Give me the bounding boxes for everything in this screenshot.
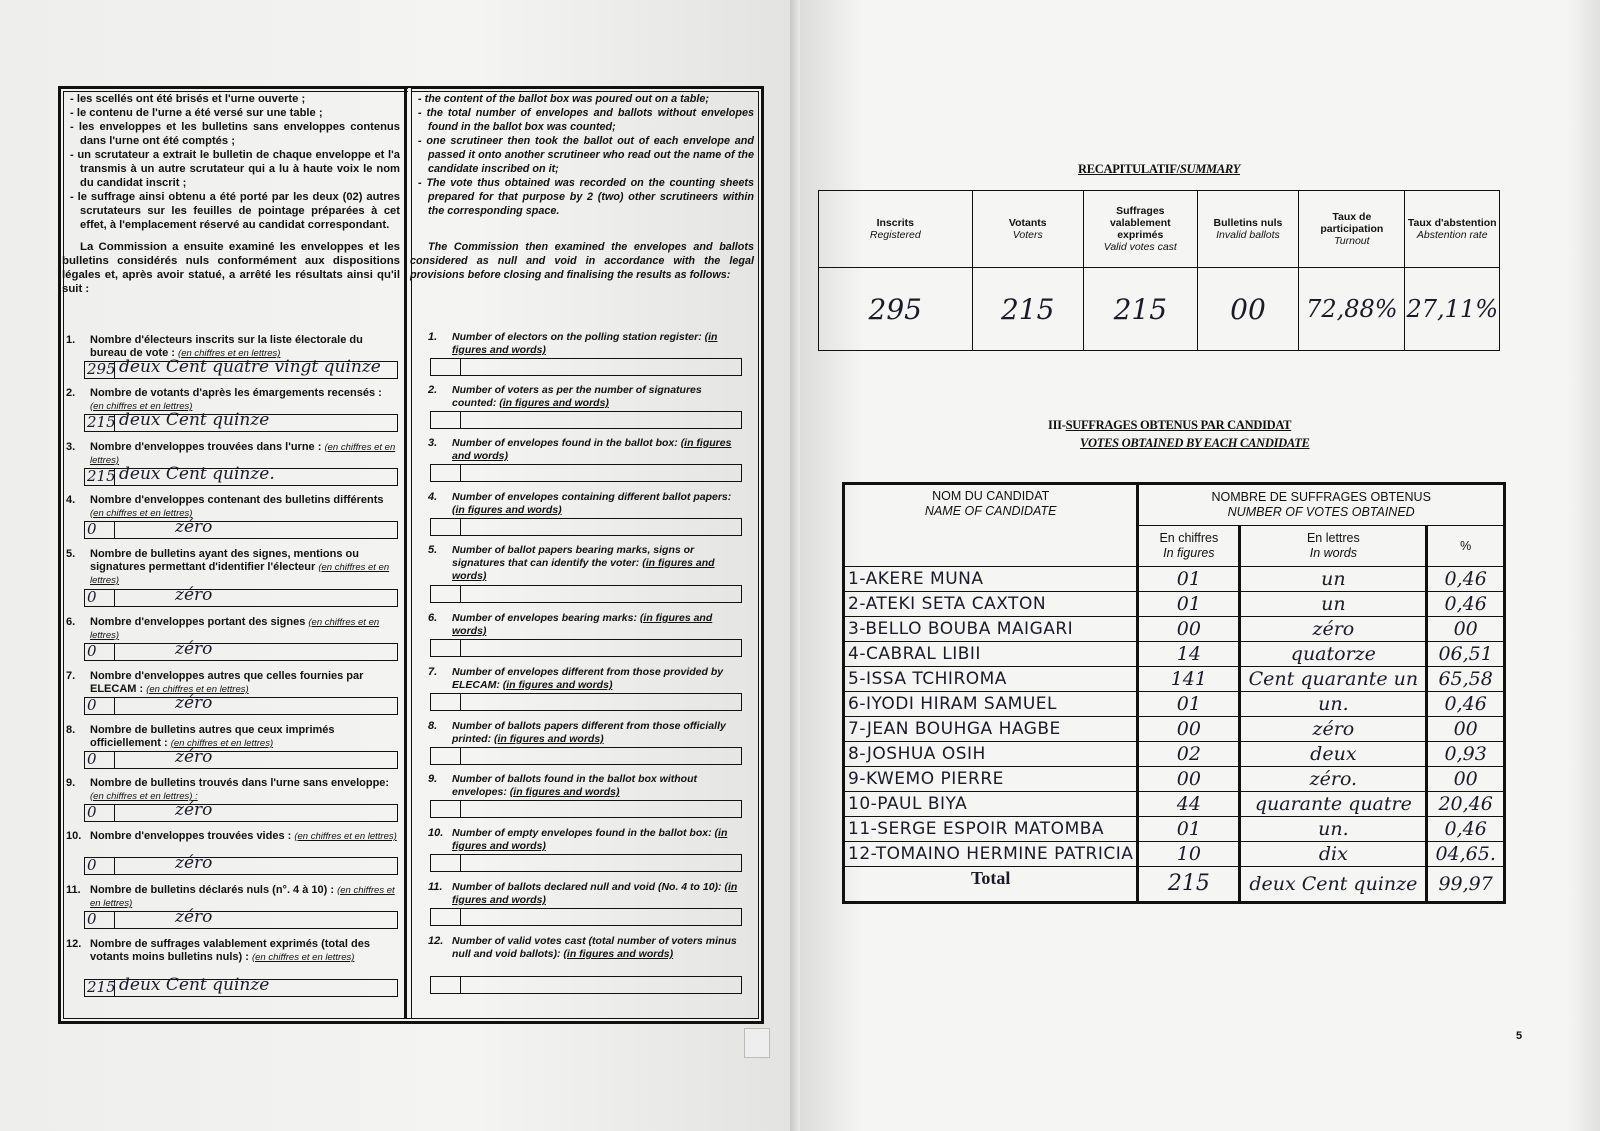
candidate-name: 3-BELLO BOUBA MAIGARI <box>844 617 1138 642</box>
figures-field[interactable]: 0 <box>85 522 115 538</box>
candidate-votes-figures: 01 <box>1138 567 1240 592</box>
total-label: Total <box>844 867 1138 903</box>
item-number: 2. <box>428 384 438 396</box>
answer-field[interactable] <box>84 975 398 997</box>
candidate-votes-words: un. <box>1240 692 1427 717</box>
item-number: 2. <box>66 387 76 399</box>
candidate-name: 4-CABRAL LIBII <box>844 642 1138 667</box>
header-abstention: Taux d'abstention Abstention rate <box>1405 191 1500 268</box>
item-label: Nombre d'enveloppes autres que celles fournies par ELECAM : (en chiffres et en lettres) <box>90 670 364 695</box>
bullet: - les scellés ont été brisés et l'urne ouverte ; <box>70 93 306 105</box>
candidate-row <box>844 842 1505 867</box>
item-number: 1. <box>66 334 76 346</box>
candidate-votes-figures: 00 <box>1138 767 1240 792</box>
bullet: - le contenu de l'urne a été versé sur une table ; <box>70 107 323 119</box>
item-number: 11. <box>66 884 81 896</box>
candidate-row <box>844 717 1505 742</box>
candidate-votes-words: quarante quatre <box>1240 792 1427 817</box>
votes-section-title-en: VOTES OBTAINED BY EACH CANDIDATE <box>1080 436 1310 450</box>
bullet: - one scrutineer then took the ballot out of each envelope and passed it onto another scrutineer who read out the name of the candidate inscribed on it; <box>418 135 754 175</box>
item-number: 4. <box>66 494 76 506</box>
figures-field[interactable]: 0 <box>85 858 115 874</box>
item-label: Number of empty envelopes found in the ballot box: (in figures and words) <box>452 827 728 852</box>
figures-field[interactable]: 0 <box>85 912 115 928</box>
value-voters: 215 <box>972 268 1083 351</box>
bullet: - un scrutateur a extrait le bulletin de chaque enveloppe et l'a transmis à un autre scrutateur qui a lu à haute voix le nom du candidat inscrit ; <box>70 149 400 189</box>
item-number: 12. <box>428 935 444 947</box>
value-valid-votes: 215 <box>1083 268 1197 351</box>
figures-field[interactable]: 295 <box>87 360 116 378</box>
total-percent: 99,97 <box>1427 867 1505 903</box>
answer-field[interactable] <box>430 411 742 429</box>
header-percent: % <box>1427 526 1505 567</box>
figures-field[interactable]: 0 <box>85 590 115 606</box>
item-label: Nombre de suffrages valablement exprimés (total des votants moins bulletins nuls) : (en chiffres et en lettres) <box>90 938 370 963</box>
figures-field[interactable]: 0 <box>85 698 115 714</box>
candidate-votes-figures: 00 <box>1138 717 1240 742</box>
words-field[interactable]: deux Cent quatre vingt quinze <box>119 357 381 377</box>
figures-field[interactable]: 215 <box>87 413 116 431</box>
candidate-votes-figures: 01 <box>1138 592 1240 617</box>
candidate-row <box>844 792 1505 817</box>
page-number-right: 5 <box>1516 1030 1523 1042</box>
candidate-votes-words: zéro. <box>1240 767 1427 792</box>
words-field[interactable]: zéro <box>175 853 213 873</box>
answer-field[interactable] <box>84 747 398 769</box>
french-items <box>62 0 402 1131</box>
candidate-name: 12-TOMAINO HERMINE PATRICIA <box>844 842 1138 867</box>
item-number: 5. <box>66 548 76 560</box>
candidate-row <box>844 642 1505 667</box>
header-votes-obtained: NOMBRE DE SUFFRAGES OBTENUS NUMBER OF VOTES OBTAINED <box>1138 484 1505 526</box>
answer-field[interactable] <box>430 800 742 818</box>
candidate-votes-percent: 0,93 <box>1427 742 1505 767</box>
item-label: Nombre d'électeurs inscrits sur la liste électorale du bureau de vote : (en chiffres et en lettres) <box>90 334 363 359</box>
answer-field[interactable] <box>84 639 398 661</box>
words-field[interactable]: deux Cent quinze <box>119 410 270 430</box>
summary-table <box>818 190 1500 351</box>
value-registered: 295 <box>819 268 973 351</box>
words-field[interactable]: zéro <box>175 639 213 659</box>
answer-field[interactable] <box>430 854 742 872</box>
item-number: 8. <box>66 724 76 736</box>
candidate-name: 7-JEAN BOUHGA HAGBE <box>844 717 1138 742</box>
candidate-votes-percent: 00 <box>1427 717 1505 742</box>
header-figures: En chiffres In figures <box>1138 526 1240 567</box>
intro-paragraph: The Commission then examined the envelopes and ballots considered as null and void in accordance with the legal provisions before closing and finalising the results as follows: <box>410 241 754 281</box>
figures-field[interactable] <box>431 909 461 925</box>
candidate-votes-words: deux <box>1240 742 1427 767</box>
candidate-name: 11-SERGE ESPOIR MATOMBA <box>844 817 1138 842</box>
item-label: Number of ballots papers different from those officially printed: (in figures and words) <box>452 720 726 745</box>
header-candidate-name: NOM DU CANDIDAT NAME OF CANDIDATE <box>844 484 1138 567</box>
answer-field[interactable] <box>84 693 398 715</box>
item-number: 7. <box>428 666 438 678</box>
candidate-votes-words: un <box>1240 592 1427 617</box>
summary-title-fr: RECAPITULATIF/ <box>1078 162 1180 176</box>
answer-field[interactable] <box>430 358 742 376</box>
candidate-name: 9-KWEMO PIERRE <box>844 767 1138 792</box>
candidate-votes-figures: 14 <box>1138 642 1240 667</box>
header-voters: Votants Voters <box>972 191 1083 268</box>
answer-field[interactable] <box>430 976 742 994</box>
candidate-votes-percent: 00 <box>1427 767 1505 792</box>
summary-values-row <box>819 268 1500 351</box>
item-label: Number of envelopes different from those provided by ELECAM: (in figures and words) <box>452 666 724 691</box>
header-words: En lettres In words <box>1240 526 1427 567</box>
item-label: Number of envelopes containing different ballot papers: (in figures and words) <box>452 491 732 516</box>
summary-title-en: SUMMARY <box>1179 162 1241 176</box>
candidate-row <box>844 817 1505 842</box>
candidate-votes-figures: 00 <box>1138 617 1240 642</box>
summary-header-row <box>819 191 1500 268</box>
item-number: 11. <box>428 881 443 893</box>
item-number: 7. <box>66 670 76 682</box>
candidate-votes-words: un. <box>1240 817 1427 842</box>
answer-field[interactable] <box>430 908 742 926</box>
votes-section-title: III-SUFFRAGES OBTENUS PAR CANDIDAT <box>1048 418 1292 432</box>
item-label: Nombre de bulletins trouvés dans l'urne sans enveloppe: (en chiffres et en lettres) : <box>90 777 390 802</box>
figures-field[interactable]: 0 <box>85 805 115 821</box>
header-valid-votes: Suffrages valablement exprimés Valid votes cast <box>1083 191 1197 268</box>
words-field[interactable]: zéro <box>175 907 213 927</box>
bullet: - the total number of envelopes and ballots without envelopes found in the ballot box was counted; <box>418 107 754 133</box>
item-label: Number of ballot papers bearing marks, signs or signatures that can identify the voter: (in figures and words) <box>452 544 715 582</box>
answer-field[interactable] <box>430 693 742 711</box>
candidate-votes-figures: 01 <box>1138 817 1240 842</box>
item-label: Nombre de bulletins déclarés nuls (n°. 4 à 10) : (en chiffres et en lettres) <box>90 884 395 909</box>
figures-field[interactable] <box>431 519 461 535</box>
candidate-votes-words: zéro <box>1240 617 1427 642</box>
answer-field[interactable] <box>430 747 742 765</box>
item-label: Number of ballots declared null and void (No. 4 to 10): (in figures and words) <box>452 881 738 906</box>
item-label: Number of envelopes bearing marks: (in figures and words) <box>452 612 713 637</box>
figures-field[interactable] <box>431 412 461 428</box>
figures-field[interactable]: 215 <box>87 978 116 996</box>
words-field[interactable]: deux Cent quinze <box>119 975 270 995</box>
answer-field[interactable] <box>430 585 742 603</box>
item-number: 3. <box>428 437 438 449</box>
candidate-votes-percent: 0,46 <box>1427 817 1505 842</box>
candidate-votes-percent: 0,46 <box>1427 567 1505 592</box>
bullet: - les enveloppes et les bulletins sans enveloppes contenus dans l'urne ont été comptés ; <box>70 121 400 147</box>
candidate-row <box>844 617 1505 642</box>
candidate-votes-percent: 65,58 <box>1427 667 1505 692</box>
answer-field[interactable] <box>84 907 398 929</box>
figures-field[interactable] <box>431 465 461 481</box>
candidate-votes-figures: 01 <box>1138 692 1240 717</box>
item-label: Number of electors on the polling station register: (in figures and words) <box>452 331 718 356</box>
answer-field[interactable] <box>430 639 742 657</box>
answer-field[interactable] <box>430 464 742 482</box>
words-field[interactable]: zéro <box>175 585 213 605</box>
candidate-name: 2-ATEKI SETA CAXTON <box>844 592 1138 617</box>
item-number: 9. <box>428 773 438 785</box>
total-figures: 215 <box>1138 867 1240 903</box>
candidate-votes-words: dix <box>1240 842 1427 867</box>
candidate-row <box>844 692 1505 717</box>
bullet: - the content of the ballot box was poured out on a table; <box>418 93 709 105</box>
item-number: 3. <box>66 441 76 453</box>
header-turnout: Taux de participation Turnout <box>1299 191 1405 268</box>
candidate-votes-figures: 02 <box>1138 742 1240 767</box>
candidate-name: 1-AKERE MUNA <box>844 567 1138 592</box>
item-label: Number of voters as per the number of signatures counted: (in figures and words) <box>452 384 702 409</box>
item-label: Number of ballots found in the ballot box without envelopes: (in figures and words) <box>452 773 697 798</box>
bullet: - The vote thus obtained was recorded on the counting sheets prepared for that purpose by 2 (two) other scrutineers within the corresponding space. <box>418 177 754 217</box>
answer-field[interactable] <box>84 410 398 432</box>
candidate-votes-figures: 141 <box>1138 667 1240 692</box>
candidate-row <box>844 767 1505 792</box>
candidate-votes-figures: 10 <box>1138 842 1240 867</box>
candidate-name: 6-IYODI HIRAM SAMUEL <box>844 692 1138 717</box>
item-label: Nombre d'enveloppes portant des signes (en chiffres et en lettres) <box>90 616 380 641</box>
item-number: 1. <box>428 331 438 343</box>
total-words: deux Cent quinze <box>1240 867 1427 903</box>
figures-field[interactable] <box>431 801 461 817</box>
item-label: Number of envelopes found in the ballot box: (in figures and words) <box>452 437 732 462</box>
candidate-name: 5-ISSA TCHIROMA <box>844 667 1138 692</box>
candidate-votes-percent: 04,65. <box>1427 842 1505 867</box>
candidate-votes-percent: 20,46 <box>1427 792 1505 817</box>
figures-field[interactable] <box>431 640 461 656</box>
item-label: Nombre de bulletins autres que ceux imprimés officiellement : (en chiffres et en lettres) <box>90 724 335 749</box>
candidate-votes-words: un <box>1240 567 1427 592</box>
total-row <box>844 867 1505 903</box>
figures-field[interactable] <box>431 586 461 602</box>
english-items <box>410 0 746 1131</box>
item-number: 9. <box>66 777 76 789</box>
item-label: Nombre de bulletins ayant des signes, mentions ou signatures permettant d'identifier l'électeur (en chiffres et en lettres) <box>90 548 390 586</box>
intro-paragraph: La Commission a ensuite examiné les enveloppes et les bulletins considérés nuls conformément aux dispositions légales et, après avoir statué, a arrêté les résultats ainsi qu'il suit : <box>62 241 400 295</box>
candidate-votes-words: quatorze <box>1240 642 1427 667</box>
candidate-votes-percent: 0,46 <box>1427 592 1505 617</box>
figures-field[interactable]: 0 <box>85 752 115 768</box>
item-number: 6. <box>428 612 438 624</box>
votes-header-row-1 <box>844 484 1505 526</box>
value-invalid-ballots: 00 <box>1197 268 1299 351</box>
candidate-row <box>844 667 1505 692</box>
column-divider <box>404 88 407 1018</box>
answer-field[interactable] <box>84 853 398 875</box>
value-abstention: 27,11% <box>1405 268 1500 351</box>
answer-field[interactable] <box>84 585 398 607</box>
words-field[interactable]: zéro <box>175 693 213 713</box>
item-label: Nombre d'enveloppes contenant des bulletins différents (en chiffres et en lettres) <box>90 494 384 519</box>
candidate-row <box>844 567 1505 592</box>
candidate-row <box>844 742 1505 767</box>
candidate-row <box>844 592 1505 617</box>
answer-field[interactable] <box>84 357 398 379</box>
value-turnout: 72,88% <box>1299 268 1405 351</box>
figures-field[interactable]: 0 <box>85 644 115 660</box>
item-label: Nombre d'enveloppes trouvées dans l'urne : (en chiffres et en lettres) <box>90 441 396 466</box>
page-tab-marker <box>744 1028 770 1058</box>
figures-field[interactable] <box>431 359 461 375</box>
item-label: Nombre de votants d'après les émargements recensés : (en chiffres et en lettres) <box>90 387 382 412</box>
item-number: 8. <box>428 720 438 732</box>
candidate-name: 10-PAUL BIYA <box>844 792 1138 817</box>
candidate-votes-percent: 06,51 <box>1427 642 1505 667</box>
summary-title <box>1078 162 1240 177</box>
candidate-votes-percent: 0,46 <box>1427 692 1505 717</box>
answer-field[interactable] <box>430 518 742 536</box>
item-number: 10. <box>428 827 444 839</box>
item-number: 4. <box>428 491 438 503</box>
words-field[interactable]: deux Cent quinze. <box>119 464 275 484</box>
figures-field[interactable]: 215 <box>87 467 116 485</box>
candidate-votes-words: Cent quarante un <box>1240 667 1427 692</box>
words-field[interactable]: zéro <box>175 747 213 767</box>
item-label: Nombre d'enveloppes trouvées vides : (en chiffres et en lettres) <box>90 830 397 842</box>
header-registered: Inscrits Registered <box>819 191 973 268</box>
candidate-votes-figures: 44 <box>1138 792 1240 817</box>
figures-field[interactable] <box>431 694 461 710</box>
item-number: 6. <box>66 616 76 628</box>
item-number: 10. <box>66 830 82 842</box>
candidate-votes-percent: 00 <box>1427 617 1505 642</box>
item-label: Number of valid votes cast (total number of voters minus null and void ballots): (in figures and words) <box>452 935 737 960</box>
words-field[interactable]: zéro <box>175 800 213 820</box>
figures-field[interactable] <box>431 855 461 871</box>
item-number: 5. <box>428 544 438 556</box>
words-field[interactable]: zéro <box>175 517 213 537</box>
candidate-name: 8-JOSHUA OSIH <box>844 742 1138 767</box>
item-number: 12. <box>66 938 82 950</box>
header-invalid-ballots: Bulletins nuls Invalid ballots <box>1197 191 1299 268</box>
candidate-votes-words: zéro <box>1240 717 1427 742</box>
answer-field[interactable] <box>84 517 398 539</box>
answer-field[interactable] <box>84 800 398 822</box>
figures-field[interactable] <box>431 748 461 764</box>
figures-field[interactable] <box>431 977 461 993</box>
page-gutter <box>790 0 800 1131</box>
votes-table <box>842 482 1506 904</box>
answer-field[interactable] <box>84 464 398 486</box>
bullet: - le suffrage ainsi obtenu a été porté par les deux (02) autres scrutateurs sur les feuilles de pointage préparées à cet effet, à l'emplacement réservé au candidat correspondant. <box>70 191 400 231</box>
